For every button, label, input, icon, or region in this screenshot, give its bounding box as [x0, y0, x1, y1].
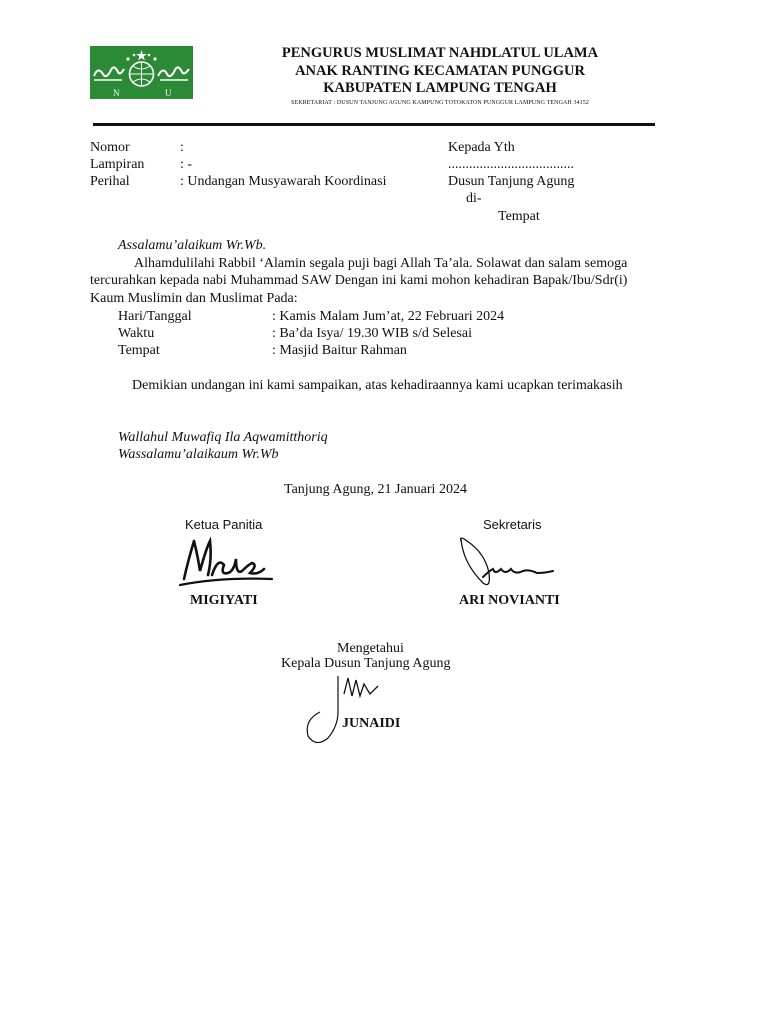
- greeting: Assalamu’alaikum Wr.Wb.: [118, 238, 267, 253]
- nomor-value: :: [180, 140, 184, 155]
- detail-value-place: : Masjid Baitur Rahman: [272, 343, 407, 358]
- ketua-title: Ketua Panitia: [185, 517, 263, 532]
- mengetahui-label: Mengetahui: [337, 641, 404, 656]
- recipient-line-4: di-: [466, 191, 482, 206]
- kepala-name: JUNAIDI: [342, 716, 401, 731]
- detail-label-date: Hari/Tanggal: [118, 309, 192, 324]
- detail-label-time: Waktu: [118, 326, 155, 341]
- closing-sentence: Demikian undangan ini kami sampaikan, atas kehadiraannya kami ucapkan terimakasih: [132, 378, 623, 393]
- logo-letter-u: U: [165, 88, 172, 98]
- recipient-line-3: Dusun Tanjung Agung: [448, 174, 575, 189]
- perihal-label: Perihal: [90, 174, 130, 189]
- recipient-line-2: ....................................: [448, 157, 574, 172]
- lampiran-label: Lampiran: [90, 157, 145, 172]
- header-line-3: KABUPATEN LAMPUNG TENGAH: [323, 80, 557, 96]
- wallahul-line: Wallahul Muwafiq Ila Aqwamitthoriq: [118, 430, 328, 445]
- recipient-line-5: Tempat: [498, 209, 540, 224]
- wassalam-line: Wassalamu’alaikaum Wr.Wb: [118, 447, 279, 462]
- detail-value-date: : Kamis Malam Jum’at, 22 Februari 2024: [272, 309, 505, 324]
- sekretaris-name: ARI NOVIANTI: [459, 593, 560, 608]
- detail-value-time: : Ba’da Isya/ 19.30 WIB s/d Selesai: [272, 326, 472, 341]
- header-line-1: PENGURUS MUSLIMAT NAHDLATUL ULAMA: [281, 45, 599, 61]
- sekretaris-signature-icon: [455, 533, 565, 593]
- ketua-signature-icon: [176, 535, 276, 595]
- recipient-line-1: Kepada Yth: [448, 140, 515, 155]
- nomor-label: Nomor: [90, 140, 130, 155]
- paragraph-line-3: Kaum Muslimin dan Muslimat Pada:: [90, 291, 298, 306]
- ketua-name: MIGIYATI: [190, 593, 258, 608]
- organization-logo: [90, 46, 193, 99]
- kepala-signature-icon: [300, 672, 410, 752]
- lampiran-value: : -: [180, 157, 193, 172]
- logo-letter-n: N: [113, 88, 120, 98]
- perihal-value: : Undangan Musyawarah Koordinasi: [180, 174, 387, 189]
- detail-label-place: Tempat: [118, 343, 160, 358]
- paragraph-line-2: tercurahkan kepada nabi Muhammad SAW Dengan ini kami mohon kehadiran Bapak/Ibu/Sdr(i): [90, 273, 628, 288]
- header-address: SEKRETARIAT : DUSUN TANJUNG AGUNG KAMPUNG TOTOKATON PUNGGUR LAMPUNG TENGAH 34152: [291, 100, 589, 106]
- place-date: Tanjung Agung, 21 Januari 2024: [284, 482, 467, 497]
- header-line-2: ANAK RANTING KECAMATAN PUNGGUR: [295, 63, 585, 79]
- header-divider: [93, 123, 655, 126]
- nahdlatul-ulama-emblem-icon: [90, 46, 193, 99]
- paragraph-line-1: Alhamdulilahi Rabbil ‘Alamin segala puji bagi Allah Ta’ala. Solawat dan salam semoga: [134, 256, 628, 271]
- kepala-title: Kepala Dusun Tanjung Agung: [281, 656, 451, 671]
- sekretaris-title: Sekretaris: [483, 517, 542, 532]
